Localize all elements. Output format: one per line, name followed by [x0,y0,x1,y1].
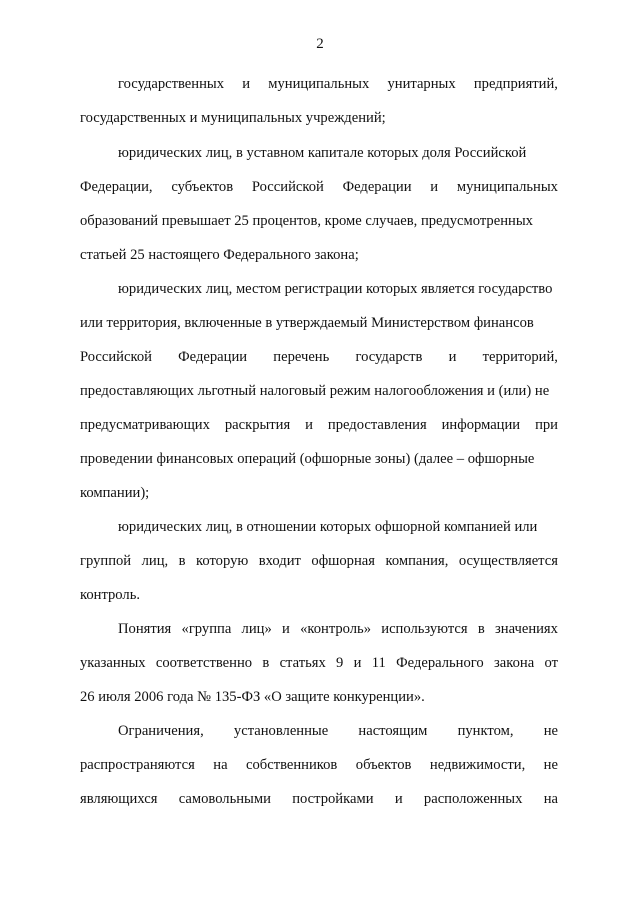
word: используются [381,621,468,637]
word: Федерального [396,655,484,671]
text-line [80,348,558,366]
text-line: компании); [80,485,150,501]
word: и [430,179,439,195]
text-line [118,722,558,740]
word: закона [494,655,535,671]
word: лиц» [241,621,272,637]
word: на [543,791,558,807]
word: лиц, [141,553,169,569]
word: собственников [246,757,338,773]
text-line: юридических лиц, в отношении которых офшорной компанией или [118,519,538,535]
text-line: юридических лиц, местом регистрации которых является государство [118,281,553,297]
text-line [118,75,558,93]
text-line: или территория, включенные в утверждаемый Министерством финансов [80,315,534,331]
text-line: государственных и муниципальных учреждений; [80,110,386,126]
word: распространяются [80,757,195,773]
word: при [535,417,558,433]
word: предусматривающих [80,417,210,433]
word: в [262,655,270,671]
word: перечень [273,349,330,365]
word: муниципальных [268,76,370,92]
text-line [118,620,558,638]
word: указанных [80,655,146,671]
word: Федерации, [80,179,153,195]
text-line [80,654,558,672]
word: объектов [355,757,412,773]
word: раскрытия [224,417,291,433]
word: государств [355,349,423,365]
text-line [80,178,558,196]
word: значениях [495,621,558,637]
word: пунктом, [457,723,514,739]
text-line: проведении финансовых операций (офшорные зоны) (далее – офшорные [80,451,535,467]
text-line: образований превышает 25 процентов, кроме случаев, предусмотренных [80,213,533,229]
word: являющихся [80,791,158,807]
word: и [242,76,251,92]
text-line: статьей 25 настоящего Федерального закона; [80,247,359,263]
text-line: юридических лиц, в уставном капитале которых доля Российской [118,145,527,161]
word: «группа [181,621,232,637]
word: и [282,621,290,637]
word: в [178,553,186,569]
text-line [80,756,558,774]
text-line [80,790,558,808]
word: самовольными [178,791,271,807]
word: Ограничения, [118,723,204,739]
text-line: предоставляющих льготный налоговый режим налогообложения и (или) не [80,383,550,399]
word: офшорная [311,553,375,569]
text-line [80,416,558,434]
word: группой [80,553,132,569]
word: установленные [233,723,329,739]
word: осуществляется [458,553,558,569]
word: Федерации [178,349,248,365]
word: Российской [80,349,152,365]
word: унитарных [387,76,456,92]
word: «контроль» [300,621,372,637]
word: и [394,791,403,807]
word: муниципальных [456,179,558,195]
word: и [305,417,313,433]
word: на [213,757,228,773]
word: которую [196,553,249,569]
word: 11 [371,655,386,671]
word: Федерации [342,179,412,195]
word: и [353,655,362,671]
word: 9 [336,655,344,671]
word: предприятий, [473,76,558,92]
word: предоставления [327,417,427,433]
word: компания, [385,553,449,569]
word: Понятия [118,621,172,637]
word: не [543,757,558,773]
word: Российской [251,179,324,195]
word: не [543,723,558,739]
word: недвижимости, [429,757,526,773]
word: государственных [118,76,225,92]
word: и [448,349,457,365]
word: субъектов [171,179,234,195]
text-line [80,552,558,570]
word: от [544,655,558,671]
word: в [477,621,485,637]
word: информации [441,417,521,433]
text-line: 26 июля 2006 года № 135-ФЗ «О защите конкуренции». [80,689,425,705]
word: соответственно [155,655,253,671]
word: статьях [279,655,326,671]
word: входит [258,553,301,569]
word: территорий, [482,349,558,365]
page-number: 2 [316,36,324,52]
word: расположенных [423,791,523,807]
text-line: контроль. [80,587,140,603]
word: постройками [292,791,374,807]
word: настоящим [358,723,428,739]
